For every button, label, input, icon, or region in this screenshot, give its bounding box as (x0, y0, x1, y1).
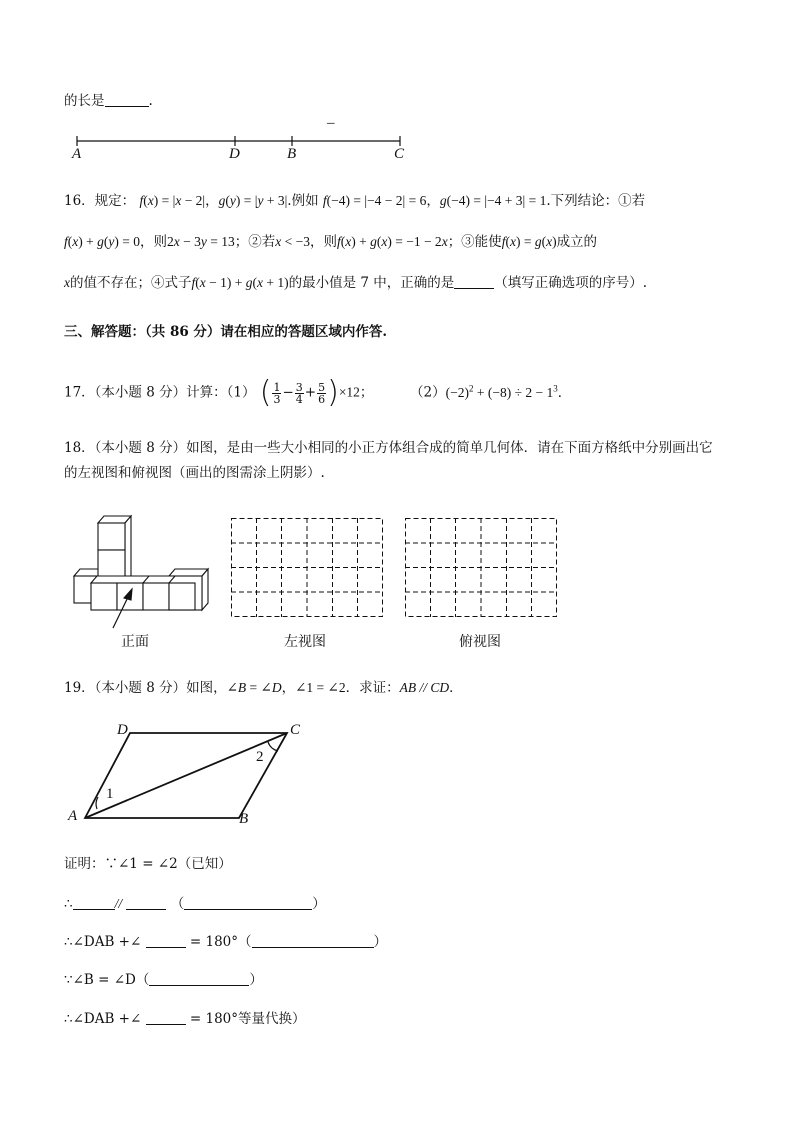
q19-line: 19．（本小题 8 分）如图，∠B = ∠D，∠1 = ∠2．求证：AB // CD． (64, 680, 463, 696)
proof-reason-4[interactable] (149, 971, 249, 986)
q16-line-3: x的值不存在；④式子f(x − 1) + g(x + 1)的最小值是 7 中，正确的是 （填写正确选项的序号）. (64, 275, 648, 291)
fig-label-c: C (290, 722, 301, 738)
top-view-caption: 俯视图 (459, 634, 501, 650)
point-a-label: A (72, 146, 82, 162)
point-c-label: C (394, 146, 405, 162)
q16-line-1: 16．规定： f(x) = |x − 2|，g(y) = |y + 3|.例如 f(−4) = |−4 − 2| = 6，g(−4) = |−4 + 3| = 1.下列结论：①若 (64, 193, 646, 209)
proof-line-5: ∴∠DAB +∠ = 180°等量代换） (64, 1011, 306, 1027)
fig-label-a: A (68, 808, 78, 824)
q16-line-2: f(x) + g(y) = 0，则2x − 3y = 13；②若x < −3，则f(x) + g(x) = −1 − 2x；③能使f(x) = g(x)成立的 (64, 234, 598, 250)
q18-line-1: 18．（本小题 8 分）如图，是由一些大小相同的小正方体组合成的简单几何体．请在下面方格纸中分别画出它 (64, 440, 713, 456)
q17-line: 17．（本小题 8 分）计算：（1） ( $\frac{1}{3}$ − $\frac{3}{4}$ + $\frac{5}{6}$ )×12； $(2)(-2)^2 + (-8) \div 2 - 1^3$． (64, 375, 572, 410)
proof-reason-2[interactable] (184, 895, 312, 910)
q15-answer-line: 的长是 . (64, 93, 153, 109)
fig-label-b: B (239, 811, 249, 827)
proof-blank-2b[interactable] (126, 895, 166, 910)
proof-line-4: ∵∠B = ∠D（ ） (64, 972, 263, 988)
point-d-label: D (229, 146, 240, 162)
angle-2-label: 2 (256, 749, 264, 765)
proof-blank-2a[interactable] (73, 895, 115, 910)
left-view-caption: 左视图 (284, 634, 326, 650)
proof-line-1: 证明：∵∠1 = ∠2（已知） (64, 856, 232, 872)
proof-line-3: ∴∠DAB +∠ = 180°（ ） (64, 934, 388, 950)
section-3-heading: 三、解答题：（共 86 分）请在相应的答题区域内作答. (64, 324, 388, 340)
q16-example: f(−4) = |−4 − 2| = 6，g(−4) = |−4 + 3| = 1 (322, 193, 547, 208)
proof-blank-5[interactable] (146, 1010, 186, 1025)
proof-line-2: ∴ // （ ） (64, 896, 326, 912)
fig-label-d: D (117, 722, 128, 738)
proof-reason-3[interactable] (252, 933, 374, 948)
point-b-label: B (287, 146, 297, 162)
q17-expression-2: $(-2)^2 + (-8) \div 2 - 1^3$． (445, 383, 572, 400)
q16-def-formulas: f(x) = |x − 2|，g(y) = |y + 3| (139, 193, 288, 208)
front-label: 正面 (121, 634, 149, 650)
proof-blank-3[interactable] (146, 933, 186, 948)
q18-line-2: 的左视图和俯视图（画出的图需涂上阴影）. (64, 465, 325, 481)
segment-dash: – (327, 115, 335, 131)
angle-1-label: 1 (106, 786, 114, 802)
